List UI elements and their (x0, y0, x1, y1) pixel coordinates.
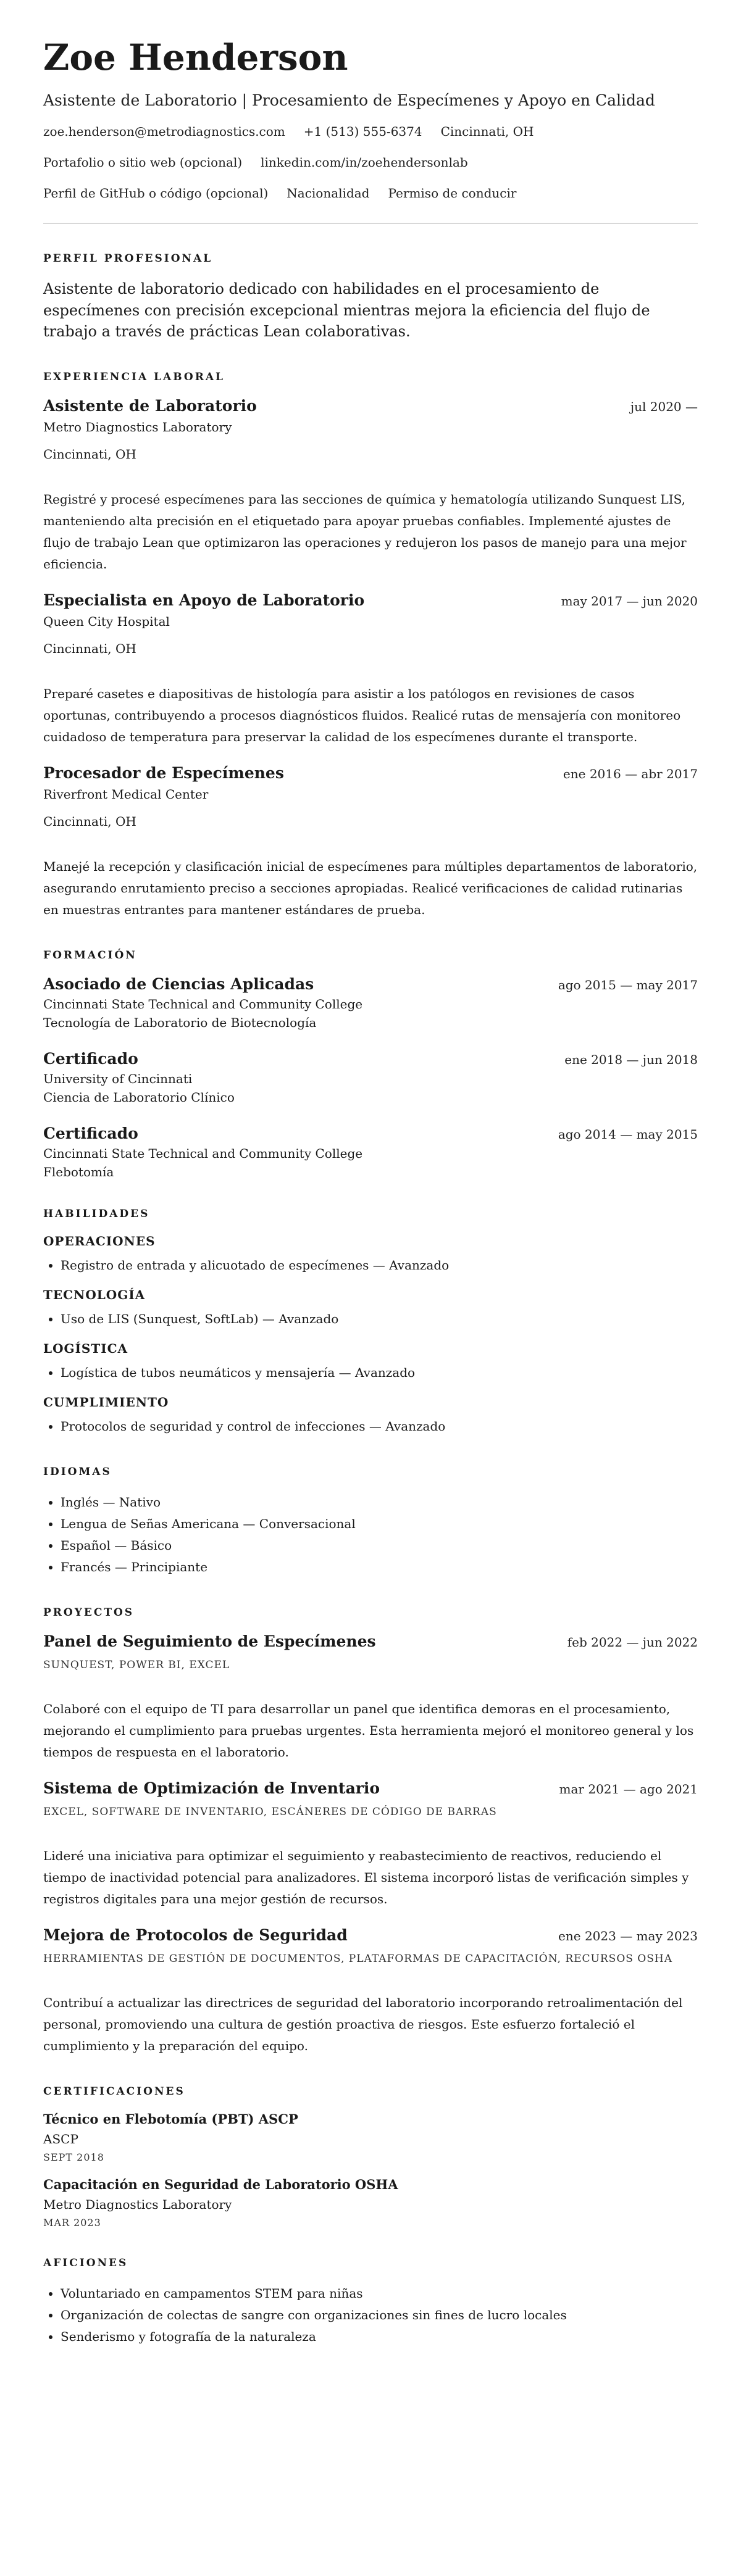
language-item: • Español — Básico (61, 1535, 698, 1556)
education-entry (43, 1124, 698, 1179)
hobby-item: • Organización de colectas de sangre con organizaciones sin fines de lucro locales (61, 2304, 698, 2326)
project-description: Contribuí a actualizar las directrices de seguridad del laboratorio incorporando retroalimentación del personal, promoviendo una cultura de gestión proactiva de riesgos. Este esfuerzo fortaleció el cumplimiento y la preparación del equipo. (43, 1995, 683, 2054)
skill-item: • Uso de LIS (Sunquest, SoftLab) — Avanzado (61, 1308, 698, 1330)
project-title: Mejora de Protocolos de Seguridad (43, 1926, 348, 1945)
job-date: jul 2020 — (630, 399, 698, 415)
hobby-item: • Senderismo y fotografía de la naturaleza (61, 2326, 698, 2348)
job-description: Preparé casetes e diapositivas de histología para asistir a los patólogos en revisiones de casos oportunas, contribuyendo a procesos diagnósticos fluidos. Realicé rutas de mensajería con monitoreo cuidadoso de temperatura para preservar la calidad de los especímenes durante el transporte. (43, 686, 681, 745)
job-date: may 2017 — jun 2020 (561, 594, 698, 609)
contact-row-extra (43, 186, 698, 201)
skill-group-title: LOGÍSTICA (43, 1341, 128, 1357)
skill-list (43, 1308, 698, 1330)
experience-entry (43, 397, 698, 575)
job-company: Metro Diagnostics Laboratory (43, 420, 232, 435)
contact-row-links (43, 155, 698, 170)
school: University of Cincinnati (43, 1071, 193, 1087)
section-title-hobbies: AFICIONES (43, 2257, 128, 2270)
skill-item: • Logística de tubos neumáticos y mensajería — Avanzado (61, 1362, 698, 1384)
education-date: ene 2018 — jun 2018 (564, 1052, 698, 1068)
certification-issuer: ASCP (43, 2132, 78, 2147)
skill-item: • Protocolos de seguridad y control de infecciones — Avanzado (61, 1416, 698, 1437)
job-title: Especialista en Apoyo de Laboratorio (43, 591, 365, 610)
headline: Asistente de Laboratorio | Procesamiento de Especímenes y Apoyo en Calidad (43, 91, 655, 109)
job-title: Procesador de Especímenes (43, 764, 284, 783)
experience-entry (43, 591, 698, 748)
education-date: ago 2014 — may 2015 (558, 1127, 698, 1142)
certification-date: MAR 2023 (43, 2217, 101, 2229)
skill-list (43, 1362, 698, 1384)
certification-entry (43, 2177, 698, 2229)
certification-entry (43, 2111, 698, 2163)
degree: Certificado (43, 1124, 138, 1143)
certification-date: SEPT 2018 (43, 2151, 104, 2164)
field-of-study: Flebotomía (43, 1165, 114, 1180)
project-title: Sistema de Optimización de Inventario (43, 1779, 380, 1798)
education-entry (43, 975, 698, 1030)
project-entry (43, 1779, 698, 1910)
email-link[interactable]: zoe.henderson@metrodiagnostics.com (43, 123, 285, 139)
project-description: Colaboré con el equipo de TI para desarrollar un panel que identifica demoras en el procesamiento, mejorando el cumplimiento para pruebas urgentes. Esta herramienta mejoró el monitoreo general y los tiempos de respuesta en el laboratorio. (43, 1701, 694, 1760)
education-entry (43, 1050, 698, 1105)
hobby-list (43, 2283, 698, 2348)
github-link[interactable]: Perfil de GitHub o código (opcional) (43, 185, 269, 201)
job-location: Cincinnati, OH (43, 641, 136, 657)
skill-list (43, 1255, 698, 1276)
language-item: • Francés — Principiante (61, 1556, 698, 1578)
certification-title: Técnico en Flebotomía (PBT) ASCP (43, 2111, 298, 2127)
nationality: Nacionalidad (287, 185, 370, 201)
section-title-certifications: CERTIFICACIONES (43, 2085, 185, 2098)
job-title: Asistente de Laboratorio (43, 397, 257, 415)
language-item: • Inglés — Nativo (61, 1492, 698, 1513)
school: Cincinnati State Technical and Community College (43, 997, 363, 1012)
language-item: • Lengua de Señas Americana — Conversacional (61, 1513, 698, 1535)
hobby-item: • Voluntariado en campamentos STEM para niñas (61, 2283, 698, 2304)
project-title: Panel de Seguimiento de Especímenes (43, 1632, 376, 1651)
project-entry (43, 1632, 698, 1763)
section-title-skills: HABILIDADES (43, 1208, 150, 1221)
job-location: Cincinnati, OH (43, 814, 136, 829)
skill-item: • Registro de entrada y alicuotado de especímenes — Avanzado (61, 1255, 698, 1276)
degree: Certificado (43, 1050, 138, 1068)
project-entry (43, 1926, 698, 2057)
project-tech: EXCEL, SOFTWARE DE INVENTARIO, ESCÁNERES DE CÓDIGO DE BARRAS (43, 1806, 497, 1819)
candidate-name: Zoe Henderson (43, 36, 348, 78)
section-title-summary: PERFIL PROFESIONAL (43, 252, 213, 265)
certification-title: Capacitación en Seguridad de Laboratorio OSHA (43, 2177, 398, 2193)
field-of-study: Tecnología de Laboratorio de Biotecnología (43, 1015, 317, 1031)
skill-list (43, 1416, 698, 1437)
phone-link[interactable]: +1 (513) 555-6374 (303, 123, 422, 139)
job-location: Cincinnati, OH (43, 447, 136, 462)
job-company: Riverfront Medical Center (43, 787, 209, 802)
project-date: mar 2021 — ago 2021 (559, 1782, 698, 1797)
section-title-experience: EXPERIENCIA LABORAL (43, 371, 225, 384)
website-link[interactable]: Portafolio o sitio web (opcional) (43, 154, 243, 170)
language-list (43, 1492, 698, 1578)
section-title-education: FORMACIÓN (43, 949, 137, 962)
school: Cincinnati State Technical and Community College (43, 1146, 363, 1161)
job-date: ene 2016 — abr 2017 (563, 767, 698, 782)
section-title-languages: IDIOMAS (43, 1466, 112, 1479)
contact-row-primary (43, 124, 698, 139)
skill-group-title: OPERACIONES (43, 1234, 156, 1249)
job-description: Registré y procesé especímenes para las secciones de química y hematología utilizando Sunquest LIS, manteniendo alta precisión en el etiquetado para apoyar pruebas confiables. Implementé ajustes de flujo de trabajo Lean que optimizaron las operaciones y redujeron los pasos de manejo para una mejor eficiencia. (43, 492, 687, 572)
skill-group-title: CUMPLIMIENTO (43, 1395, 169, 1410)
project-date: feb 2022 — jun 2022 (567, 1635, 698, 1650)
skill-group-title: TECNOLOGÍA (43, 1287, 146, 1303)
summary-text: Asistente de laboratorio dedicado con habilidades en el procesamiento de especímenes con precisión excepcional mientras mejora la eficiencia del flujo de trabajo a través de prácticas Lean colaborativas. (43, 280, 650, 341)
project-tech: HERRAMIENTAS DE GESTIÓN DE DOCUMENTOS, PLATAFORMAS DE CAPACITACIÓN, RECURSOS OSHA (43, 1953, 672, 1966)
job-company: Queen City Hospital (43, 614, 170, 629)
degree: Asociado de Ciencias Aplicadas (43, 975, 314, 994)
location: Cincinnati, OH (440, 123, 534, 139)
experience-entry (43, 764, 698, 921)
education-date: ago 2015 — may 2017 (558, 978, 698, 993)
project-tech: SUNQUEST, POWER BI, EXCEL (43, 1659, 230, 1672)
driving-license: Permiso de conducir (388, 185, 517, 201)
header-divider (43, 223, 698, 224)
job-description: Manejé la recepción y clasificación inicial de especímenes para múltiples departamentos de laboratorio, asegurando enrutamiento preciso a secciones apropiadas. Realicé verificaciones de calidad rutinarias en muestras entrantes para mantener estándares de prueba. (43, 859, 698, 918)
linkedin-link[interactable]: linkedin.com/in/zoehendersonlab (261, 154, 468, 170)
certification-issuer: Metro Diagnostics Laboratory (43, 2197, 232, 2212)
field-of-study: Ciencia de Laboratorio Clínico (43, 1090, 235, 1105)
section-title-projects: PROYECTOS (43, 1606, 135, 1619)
project-description: Lideré una iniciativa para optimizar el seguimiento y reabastecimiento de reactivos, reduciendo el tiempo de inactividad potencial para analizadores. El sistema incorporó listas de verificación simples y registros digitales para una mejor gestión de recursos. (43, 1848, 689, 1907)
project-date: ene 2023 — may 2023 (558, 1929, 698, 1944)
